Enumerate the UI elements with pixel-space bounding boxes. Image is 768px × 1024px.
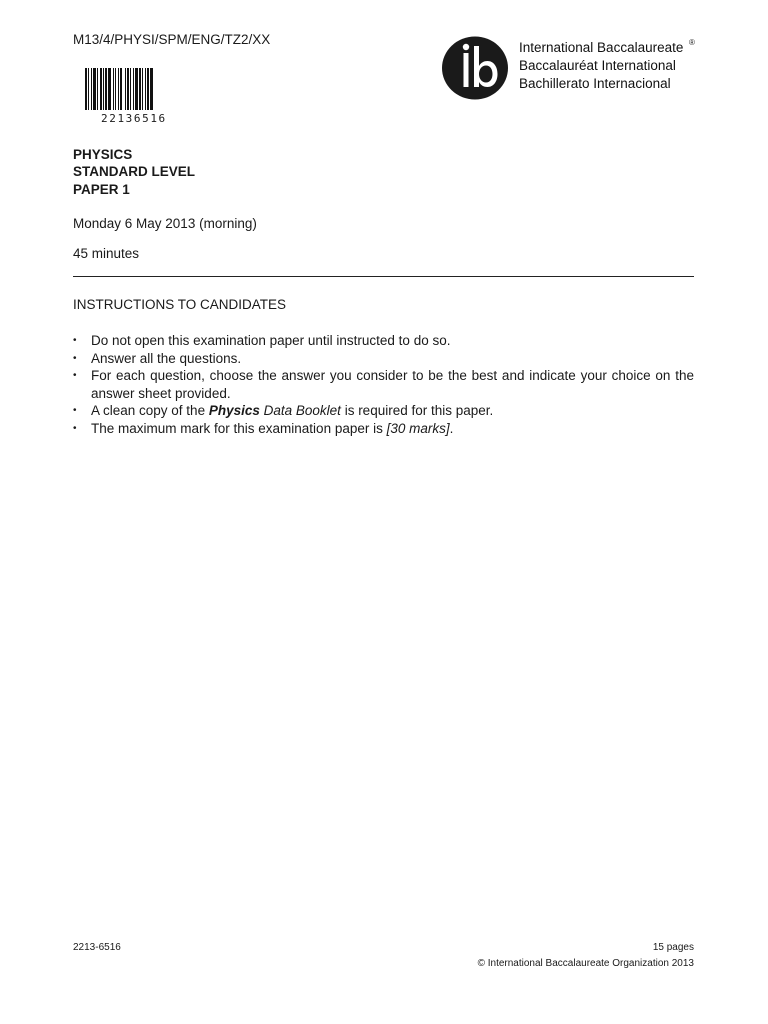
instructions-heading: INSTRUCTIONS TO CANDIDATES [73,297,287,312]
org-name-spanish: Bachillerato Internacional [519,76,671,91]
exam-duration: 45 minutes [73,246,140,261]
instruction-item [73,402,694,420]
instruction-text: is required for this paper. [340,403,494,418]
footer-code: 2213-6516 [73,942,121,953]
instruction-text: . [449,420,454,436]
registered-mark: ® [689,38,695,47]
org-name-english: International Baccalaureate [519,40,684,55]
org-name-french: Baccalauréat International [519,58,676,73]
level-title: STANDARD LEVEL [73,164,196,179]
instructions-list [73,332,694,437]
divider [73,276,694,277]
subject-title: PHYSICS [73,147,133,162]
instruction-text: Answer all the questions. [91,350,242,366]
booklet-subject: Physics [208,403,260,418]
instruction-item [73,420,694,438]
instruction-text: A clean copy of the [91,403,209,418]
barcode-number: 22136516 [101,112,167,125]
document-code: M13/4/PHYSI/SPM/ENG/TZ2/XX [73,32,271,47]
ib-logo-icon [441,36,509,100]
booklet-name: Data Booklet [259,403,341,418]
copyright: © International Baccalaureate Organization 2013 [477,958,694,969]
instruction-text: The maximum mark for this examination paper is [91,420,387,436]
exam-date: Monday 6 May 2013 (morning) [73,216,257,231]
paper-title: PAPER 1 [73,182,130,197]
instruction-item [73,350,694,368]
instruction-item [73,367,694,402]
instruction-text: Do not open this examination paper until instructed to do so. [91,333,451,348]
barcode [85,68,203,110]
page-count: 15 pages [652,942,694,953]
instruction-item [73,332,694,350]
max-marks: [30 marks] [386,420,450,436]
instruction-text: For each question, choose the answer you consider to be the best and indicate your choice on the answer sheet provided. [91,368,694,401]
